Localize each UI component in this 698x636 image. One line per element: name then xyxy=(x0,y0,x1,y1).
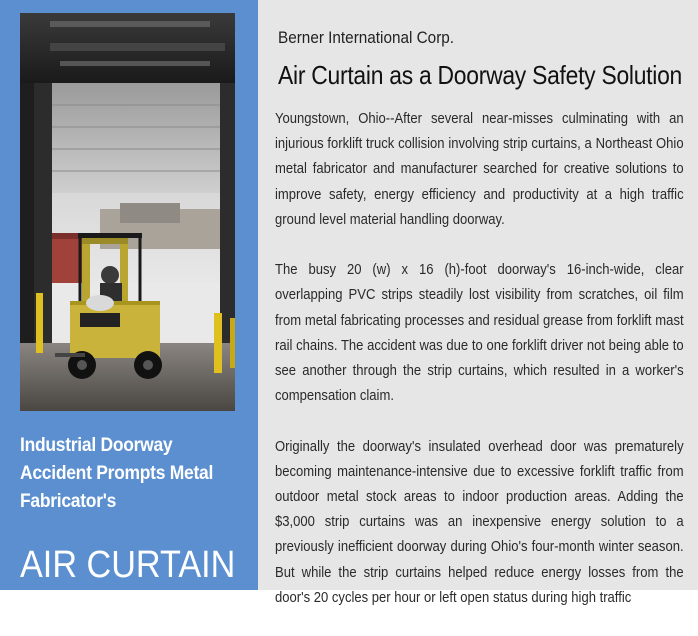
article-paragraph: The busy 20 (w) x 16 (h)-foot doorway's 16-inch-wide, clear overlapping PVC strips steadily lost visibility from scratches, oil film from metal fabricating processes and residual grease from forklift mast rail chains. The accident was due to one forklift driver not being able to see another through the strip curtains, which resulted in a worker's compensation claim. xyxy=(275,262,684,405)
article-paragraph: Originally the doorway's insulated overhead door was prematurely becoming maintenance-intensive due to excessive forklift traffic from outdoor metal stock areas to indoor production areas. Adding the $3,000 strip curtains was an inexpensive energy solution to a previously inefficient doorway during Ohio's four-month winter season. But while the strip curtains helped reduce energy losses from the door's 20 cycles per hour or left open status during high traffic xyxy=(275,438,684,606)
article-body xyxy=(275,107,684,636)
sidebar-heading-line: Accident Prompts Metal xyxy=(20,463,214,484)
article xyxy=(258,0,698,606)
company-name: Berner International Corp. xyxy=(278,28,455,47)
sidebar-heading-line: Industrial Doorway xyxy=(20,435,173,456)
sidebar-heading-line: Fabricator's xyxy=(20,491,117,512)
sidebar-heading xyxy=(20,432,233,516)
sidebar-big-title: AIR CURTAIN xyxy=(20,544,236,586)
forklift-doorway-photo xyxy=(20,13,235,411)
article-paragraph: Youngstown, Ohio--After several near-misses culminating with an injurious forklift truck collision involving strip curtains, a Northeast Ohio metal fabricator and manufacturer searched for creative solutions to improve safety, energy efficiency and productivity at a high traffic ground level material handling doorway. xyxy=(275,111,684,228)
sidebar xyxy=(0,0,258,590)
article-title: Air Curtain as a Doorway Safety Solution xyxy=(278,60,683,90)
